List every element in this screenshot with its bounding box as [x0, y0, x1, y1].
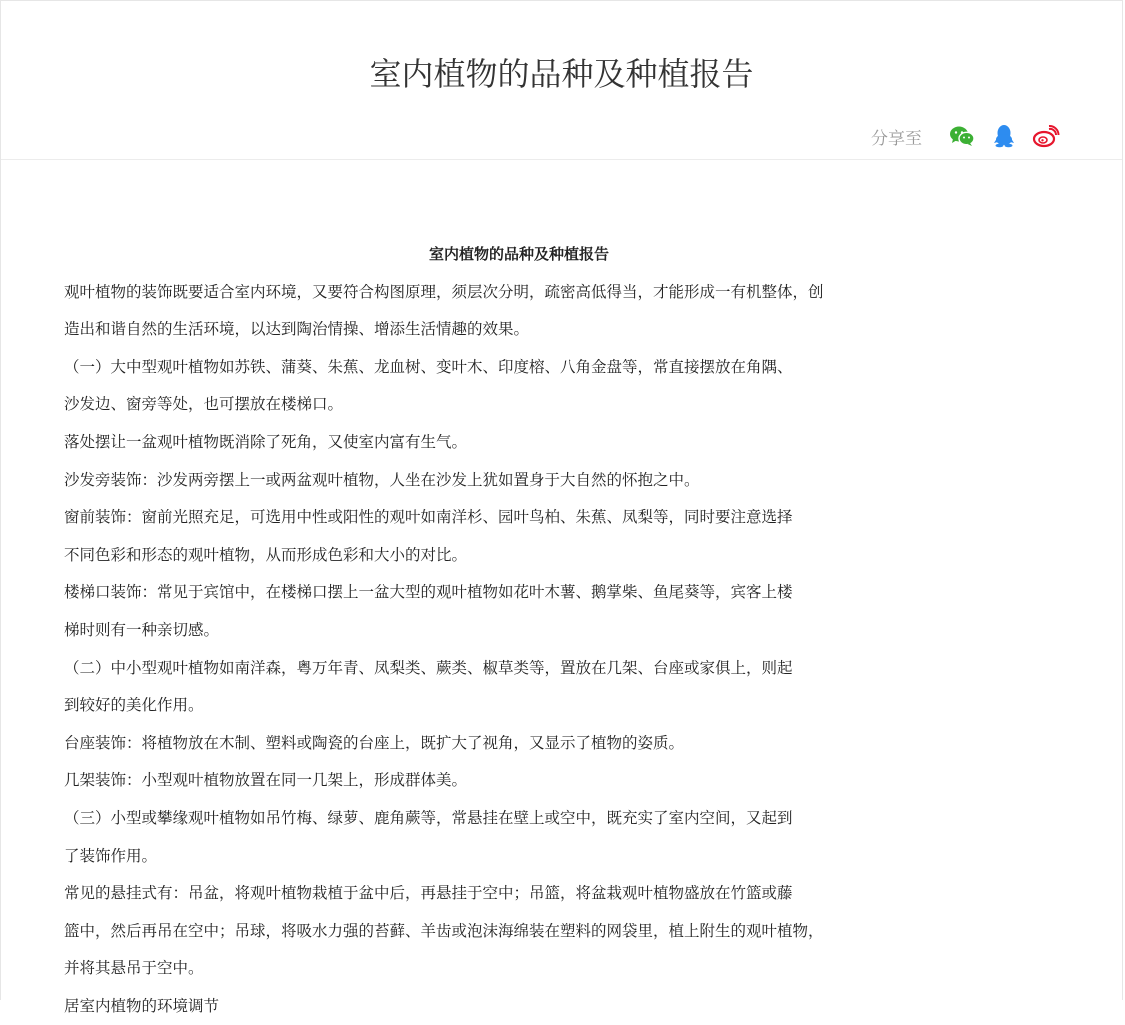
article-line: 造出和谐自然的生活环境，以达到陶治情操、增添生活情趣的效果。	[64, 320, 530, 339]
article-line: 不同色彩和形态的观叶植物，从而形成色彩和大小的对比。	[64, 545, 468, 564]
page-title: 室内植物的品种及种植报告	[369, 55, 754, 93]
article-line: 居室内植物的环境调节	[64, 996, 220, 1015]
weibo-icon[interactable]	[1032, 122, 1060, 150]
article-line: 几架装饰：小型观叶植物放置在同一几架上，形成群体美。	[64, 771, 468, 790]
article-line: 并将其悬吊于空中。	[64, 959, 204, 978]
article-line: 篮中，然后再吊在空中；吊球，将吸水力强的苔藓、羊齿或泡沫海绵装在塑料的网袋里，植上附生的观叶植物，	[64, 921, 824, 940]
article-line: 到较好的美化作用。	[64, 696, 204, 715]
wechat-icon[interactable]	[948, 122, 976, 150]
article-line: 窗前装饰：窗前光照充足，可选用中性或阳性的观叶如南洋杉、园叶鸟柏、朱蕉、凤梨等，同时要注意选择	[64, 508, 793, 527]
article-line: 楼梯口装饰：常见于宾馆中，在楼梯口摆上一盆大型的观叶植物如花叶木薯、鹅掌柴、鱼尾葵等，宾客上楼	[64, 583, 793, 602]
article-heading: 室内植物的品种及种植报告	[428, 245, 609, 263]
qq-icon[interactable]	[990, 122, 1018, 150]
article-header	[1, 1, 1122, 160]
article-line: 观叶植物的装饰既要适合室内环境，又要符合构图原理，须层次分明，疏密高低得当，才能形成一有机整体，创	[64, 282, 824, 301]
article-line: （三）小型或攀缘观叶植物如吊竹梅、绿萝、鹿角蕨等，常悬挂在壁上或空中，既充实了室内空间，又起到	[64, 808, 793, 827]
article-line: 落处摆让一盆观叶植物既消除了死角，又使室内富有生气。	[64, 432, 468, 451]
share-label: 分享至	[871, 128, 922, 149]
article-line: 沙发边、窗旁等处，也可摆放在楼梯口。	[64, 395, 344, 414]
article-line: 梯时则有一种亲切感。	[64, 620, 220, 639]
article-line: 台座装饰：将植物放在木制、塑料或陶瓷的台座上，既扩大了视角，又显示了植物的姿质。	[64, 733, 685, 752]
article-line: 了装饰作用。	[64, 846, 158, 865]
share-bar	[871, 121, 1060, 151]
article-line: （二）中小型观叶植物如南洋森，粤万年青、凤梨类、蕨类、椒草类等，置放在几架、台座或家俱上，则起	[64, 658, 793, 677]
article-line: 常见的悬挂式有：吊盆，将观叶植物栽植于盆中后，再悬挂于空中；吊篮，将盆栽观叶植物盛放在竹篮或藤	[64, 884, 793, 903]
article-body	[64, 236, 944, 1025]
article-line: 沙发旁装饰：沙发两旁摆上一或两盆观叶植物，人坐在沙发上犹如置身于大自然的怀抱之中。	[64, 470, 700, 489]
article-line: （一）大中型观叶植物如苏铁、蒲葵、朱蕉、龙血树、变叶木、印度榕、八角金盘等，常直接摆放在角隅、	[64, 357, 793, 376]
